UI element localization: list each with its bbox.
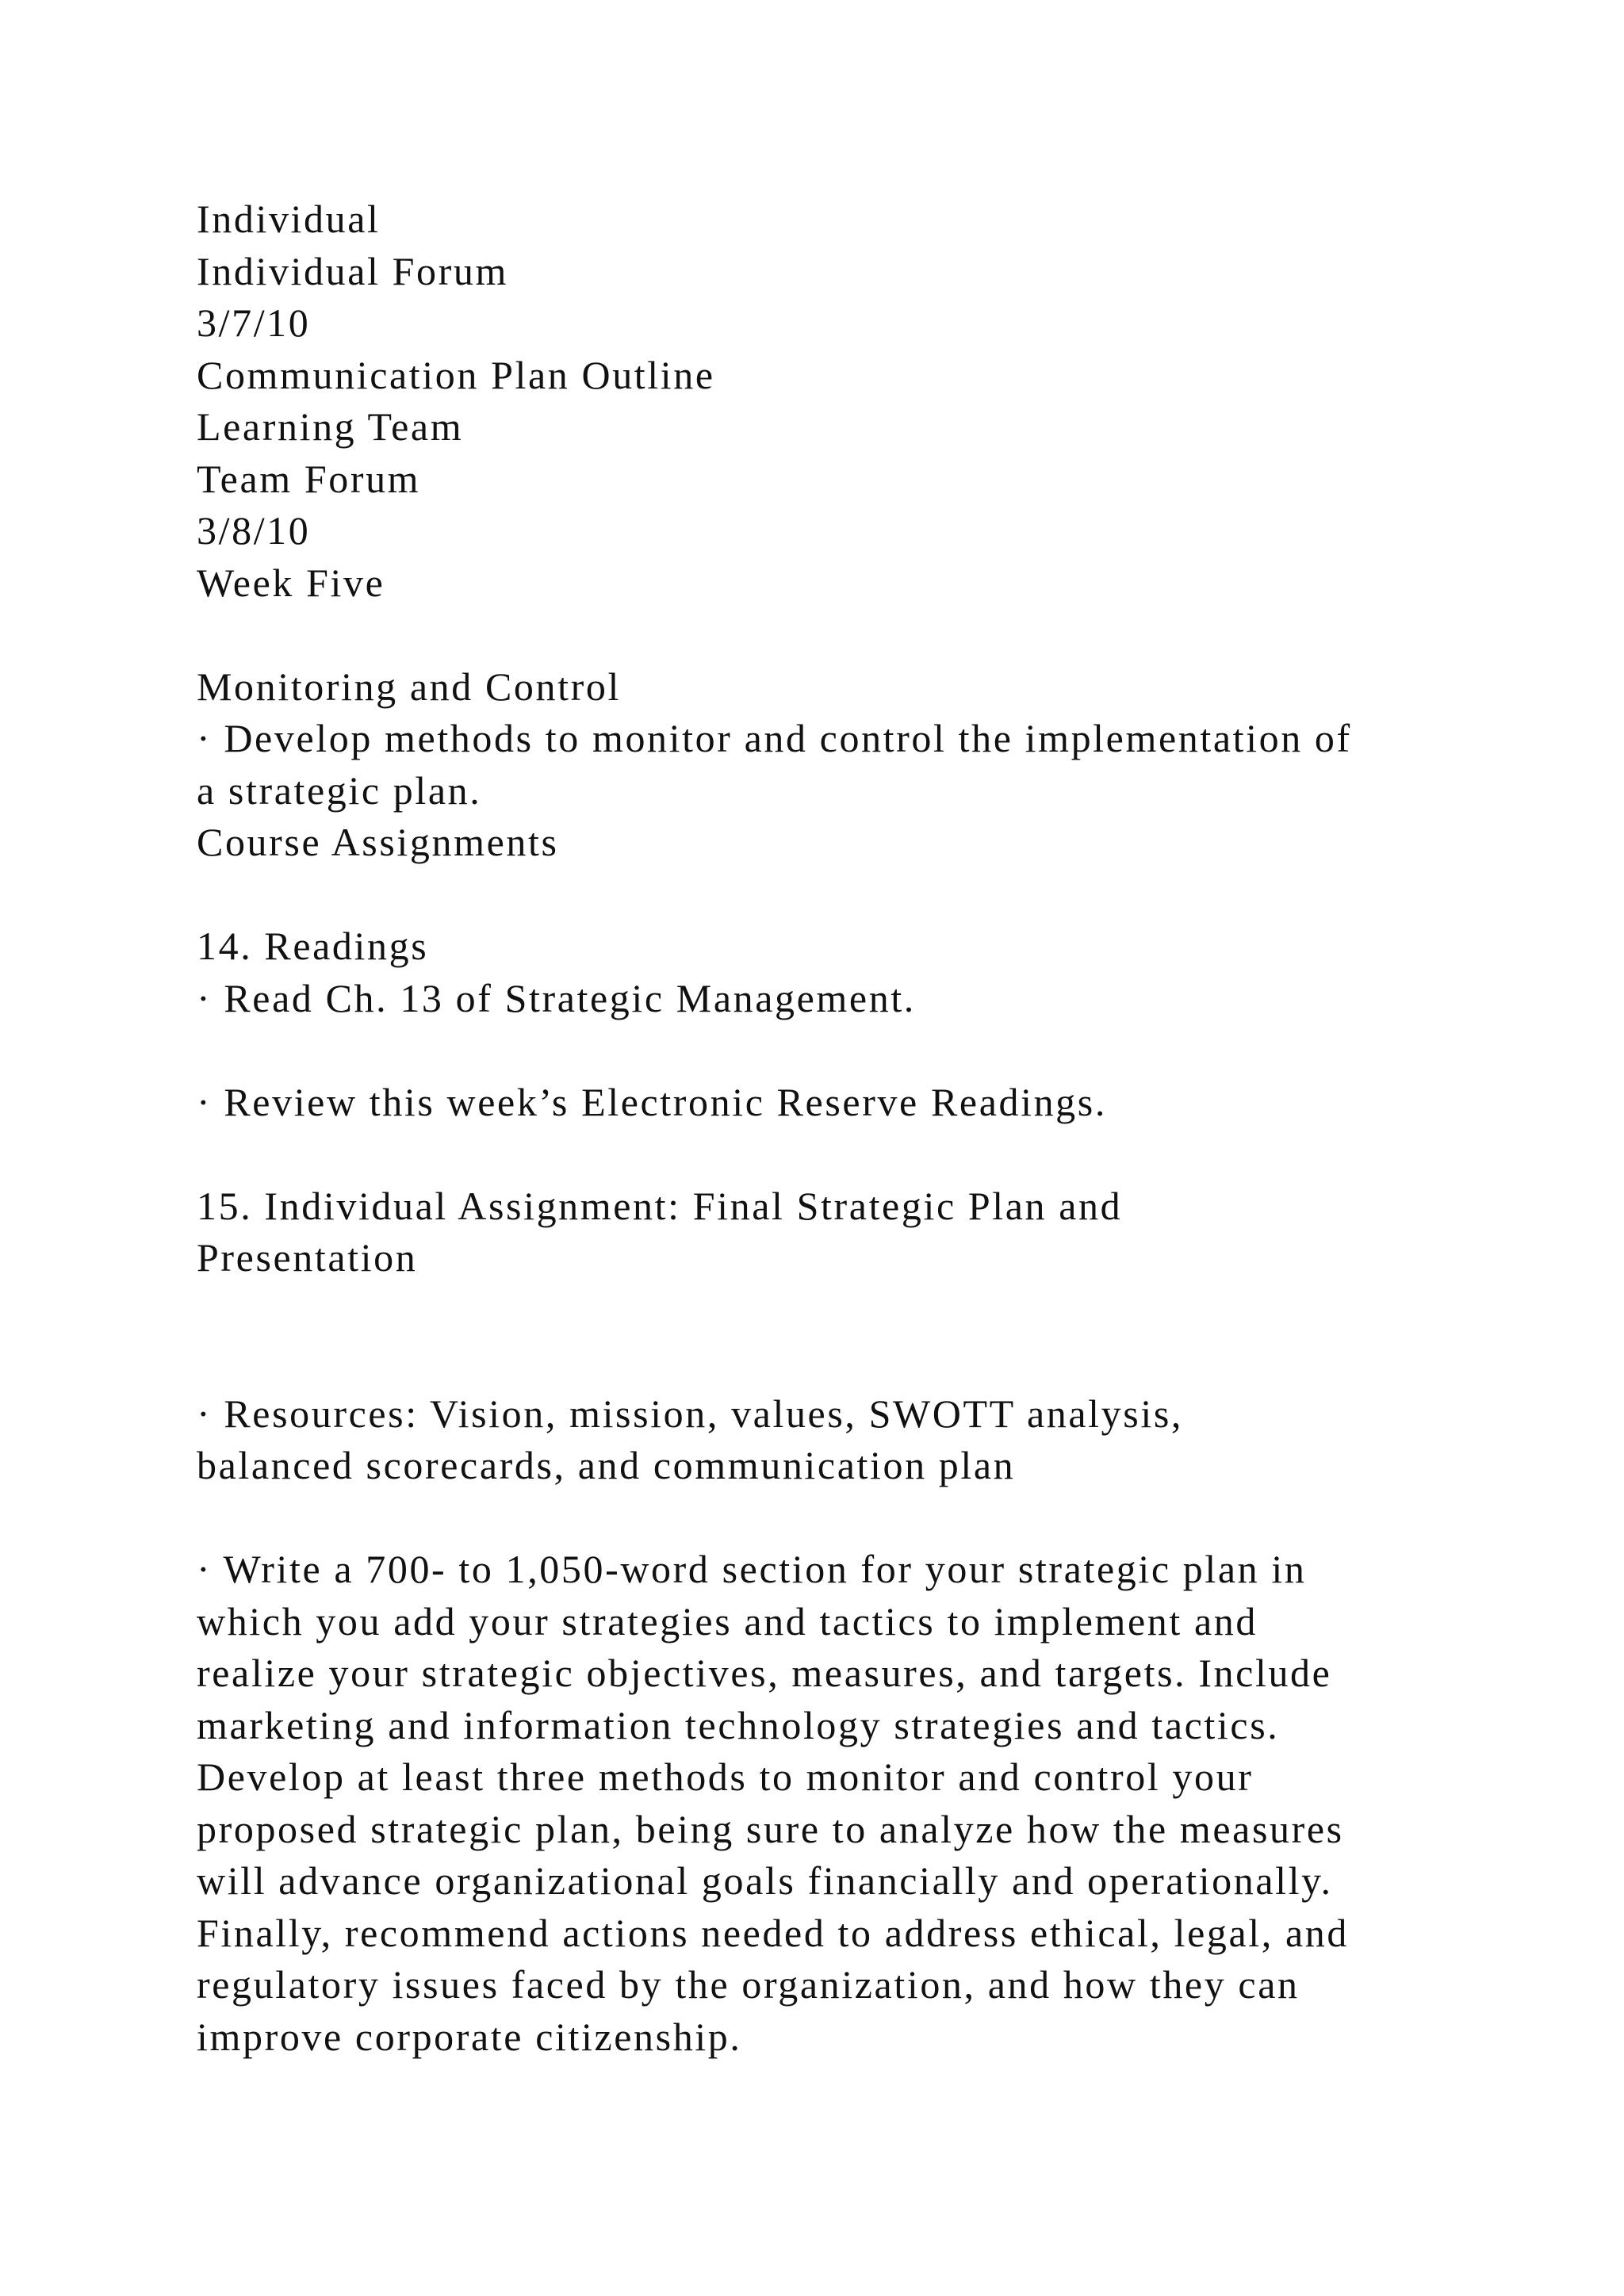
readings-heading: 14. Readings [197,924,429,968]
instructions-line: · Write a 700- to 1,050-word section for your strategic plan in [197,1547,1307,1591]
instructions-line: improve corporate citizenship. [197,2014,742,2059]
document-body [197,193,1465,2063]
assignment-heading-line: Presentation [197,1235,418,1280]
spacer [197,1128,1465,1181]
reading-item: · Read Ch. 13 of Strategic Management. [197,975,916,1020]
course-assignments-heading: Course Assignments [197,820,559,864]
instructions-line: realize your strategic objectives, measures, and targets. Include [197,1651,1332,1695]
objective-bullet-line: · Develop methods to monitor and control the implementation of [197,716,1352,760]
instructions-line: Develop at least three methods to monitor and control your [197,1755,1254,1799]
reading-item: · Review this week’s Electronic Reserve Readings. [197,1079,1107,1124]
instructions-line: marketing and information technology strategies and tactics. [197,1702,1280,1747]
objective-section [197,661,1465,869]
spacer [197,1024,1465,1077]
header-line: Individual Forum [197,248,508,293]
instructions-line: proposed strategic plan, being sure to analyze how the measures [197,1806,1344,1851]
readings-section [197,920,1465,1128]
header-block [197,193,1465,609]
header-line: Communication Plan Outline [197,352,715,397]
header-line: Learning Team [197,404,464,449]
assignment-section [197,1181,1465,1284]
resources-line: · Resources: Vision, mission, values, SWOTT analysis, [197,1391,1183,1436]
spacer [197,1492,1465,1544]
spacer [197,1284,1465,1388]
header-line: 3/7/10 [197,300,311,345]
objective-bullet-line: a strategic plan. [197,767,482,813]
instructions-line: which you add your strategies and tactics to implement and [197,1598,1258,1644]
resources-line: balanced scorecards, and communication plan [197,1443,1016,1487]
assignment-heading-line: 15. Individual Assignment: Final Strategic Plan and [197,1183,1123,1228]
spacer [197,869,1465,921]
header-line: Team Forum [197,456,421,501]
instructions-line: regulatory issues faced by the organization, and how they can [197,1962,1300,2007]
instructions-paragraph [197,1544,1465,2063]
header-line: Week Five [197,560,385,605]
instructions-line: will advance organizational goals financially and operationally. [197,1858,1333,1903]
resources-paragraph [197,1388,1465,1492]
instructions-line: Finally, recommend actions needed to address ethical, legal, and [197,1910,1349,1955]
header-line: Individual [197,197,381,241]
objective-title: Monitoring and Control [197,664,621,709]
spacer [197,609,1465,661]
header-line: 3/8/10 [197,508,311,553]
